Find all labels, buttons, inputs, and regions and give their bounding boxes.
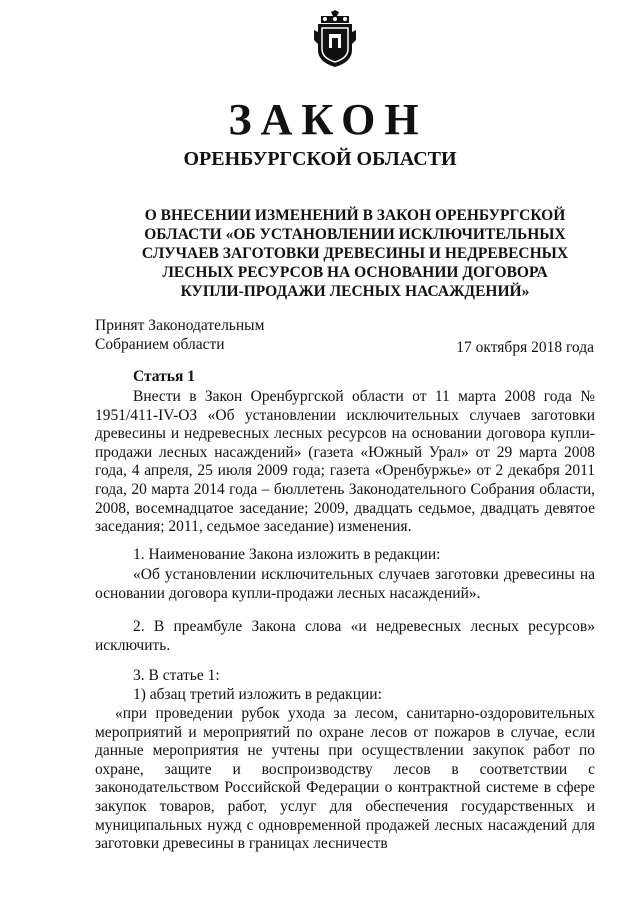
item-3-sub-1-paragraph	[95, 686, 595, 705]
item-3-quote-text: «при проведении рубок ухода за лесом, санитарно-оздоровительных мероприятий и мероприятий по охране лесов от пожаров в случае, если данные мероприятия не учтены при осуществлении закупок работ по охране, защите и воспроизводству лесов в соответствии с законодательством Российской Федерации о контрактной системе в сфере закупок товаров, работ, услуг для обеспечения государственных и муниципальных нужд с одновременной продажей лесных насаждений для заготовки древесины в границах лесничеств	[95, 705, 595, 853]
adoption-line-1: Принят Законодательным	[95, 317, 265, 334]
article-title: Статья 1	[133, 368, 195, 385]
item-2-paragraph	[95, 618, 595, 655]
item-1-text: 1. Наименование Закона изложить в редакции:	[133, 546, 441, 563]
item-3-text: 3. В статье 1:	[133, 667, 220, 684]
item-3-sub-1-text: 1) абзац третий изложить в редакции:	[133, 686, 382, 703]
adoption-date: 17 октября 2018 года	[456, 339, 594, 356]
law-title: ЗАКОН	[228, 95, 428, 144]
item-3-quote-paragraph	[95, 705, 595, 854]
adoption-line-2: Собранием области	[95, 336, 225, 353]
region-title: ОРЕНБУРГСКОЙ ОБЛАСТИ	[183, 148, 457, 170]
item-1-paragraph	[95, 546, 595, 565]
item-1-new-title-paragraph	[95, 566, 595, 603]
item-2-text: 2. В преамбуле Закона слова «и недревесных лесных ресурсов» исключить.	[95, 618, 595, 654]
article-intro-paragraph	[95, 388, 595, 537]
coat-of-arms-icon	[313, 10, 357, 68]
law-subject-heading: О ВНЕСЕНИИ ИЗМЕНЕНИЙ В ЗАКОН ОРЕНБУРГСКОЙ ОБЛАСТИ «ОБ УСТАНОВЛЕНИИ ИСКЛЮЧИТЕЛЬНЫХ СЛУЧАЕВ ЗАГОТОВКИ ДРЕВЕСИНЫ И НЕДРЕВЕСНЫХ ЛЕСНЫХ РЕСУРСОВ НА ОСНОВАНИИ ДОГОВОРА КУПЛИ-ПРОДАЖИ ЛЕСНЫХ НАСАЖДЕНИЙ»	[141, 207, 569, 300]
item-3-paragraph	[95, 667, 595, 686]
item-1-new-title-text: «Об установлении исключительных случаев заготовки древесины на основании договора купли-продажи лесных насаждений».	[95, 566, 595, 602]
article-intro-text: Внести в Закон Оренбургской области от 11 марта 2008 года № 1951/411-IV-ОЗ «Об установлении исключительных случаев заготовки древесины и недревесных лесных ресурсов на основании договора купли-продажи лесных насаждений» (газета «Южный Урал» от 29 марта 2008 года, 4 апреля, 25 июля 2009 года; газета «Оренбуржье» от 2 декабря 2011 года, 20 марта 2014 года – бюллетень Законодательного Собрания области, 2008, восемнадцатое заседание; 2009, двадцать седьмое, двадцать девятое заседания; 2011, седьмое заседание) изменения.	[95, 388, 595, 536]
adoption-note	[95, 316, 264, 354]
